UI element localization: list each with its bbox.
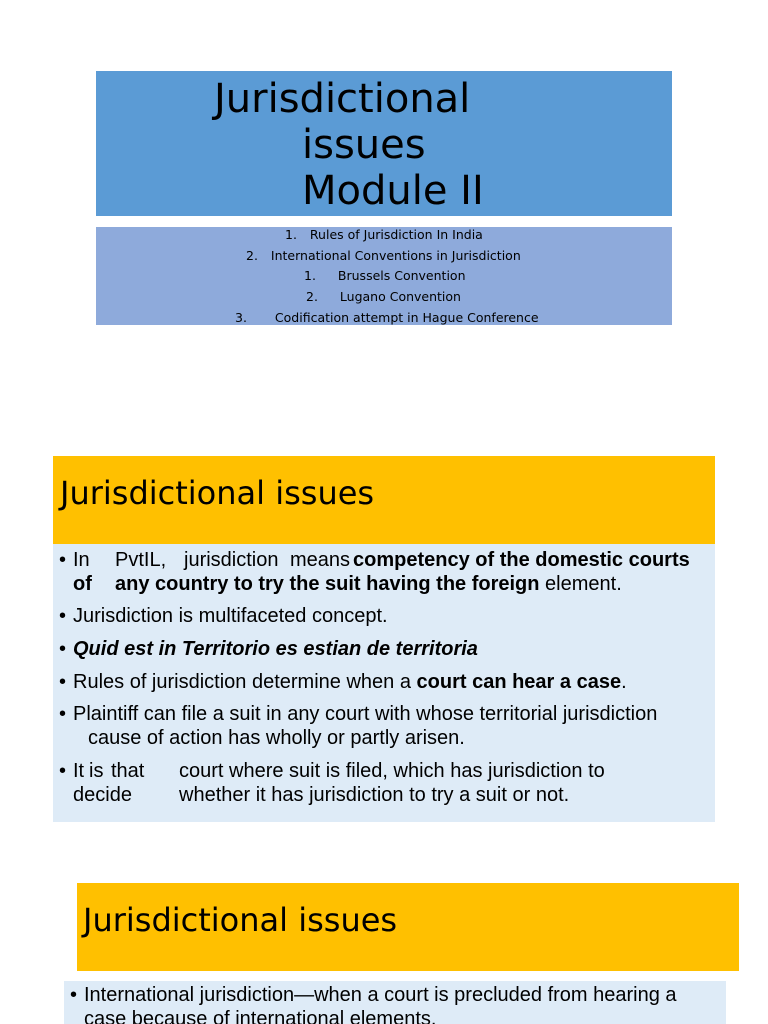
b5-line1: Plaintiff can file a suit in any court with whose territorial jurisdiction [73, 703, 658, 725]
slide2-heading: Jurisdictional issues [60, 474, 375, 512]
list-item-text: Brussels Convention [337, 268, 466, 283]
bullet-icon: • [59, 671, 67, 693]
list-item-number: 2. [246, 248, 258, 263]
slide3-body [64, 981, 726, 1024]
b6-word: It [73, 760, 85, 782]
b6-line1: court where suit is filed, which has jurisdiction to [179, 760, 605, 782]
b1-bold-2: any country to try the suit having the foreign [115, 573, 540, 595]
bullet-icon: • [59, 638, 67, 660]
b1-word: means [290, 549, 351, 571]
bullet-icon: • [59, 605, 67, 627]
list-item-text: Codification attempt in Hague Conference [274, 310, 539, 325]
b1-word: jurisdiction [184, 549, 279, 571]
b1-word: of [73, 573, 92, 595]
b6-word: is [89, 760, 104, 782]
b1-word: In [73, 549, 90, 571]
s3-b1-line1: International jurisdiction—when a court is precluded from hearing a [84, 984, 677, 1006]
b4-pre: Rules of jurisdiction determine when a [73, 671, 417, 693]
slide3-heading: Jurisdictional issues [83, 901, 398, 939]
bullet-icon: • [70, 984, 78, 1006]
s3-b1-line2: case because of international elements. [84, 1008, 437, 1024]
list-item [285, 227, 483, 243]
b4-bold: court can hear a case [416, 671, 622, 693]
list-item-text: International Conventions in Jurisdiction [270, 248, 521, 263]
slide1-title-line-1: Jurisdictional [214, 76, 471, 122]
b5-line2: cause of action has wholly or partly arisen. [88, 727, 465, 749]
list-item [246, 248, 521, 264]
b4-text [73, 670, 627, 694]
b1-bold-1: competency of the domestic courts [353, 549, 690, 571]
bullet-icon: • [59, 549, 67, 571]
slide2-body [53, 544, 715, 822]
list-item [235, 310, 539, 326]
list-item-number: 1. [285, 227, 297, 242]
list-item-text: Rules of Jurisdiction In India [309, 227, 483, 242]
b3-text: Quid est in Territorio es estian de territoria [73, 638, 478, 660]
slide1-title-line-3: Module II [302, 168, 484, 214]
bullet-icon: • [59, 760, 67, 782]
slide1-title-box [96, 71, 672, 216]
b1-tail: element. [545, 573, 622, 595]
list-item-number: 2. [306, 289, 318, 304]
list-item-text: Lugano Convention [339, 289, 461, 304]
list-item-number: 3. [235, 310, 247, 325]
b6-word: that [111, 760, 145, 782]
b6-word: decide [73, 784, 132, 806]
slide1-agenda-list [96, 227, 672, 325]
list-item [304, 268, 466, 284]
b6-line2: whether it has jurisdiction to try a suit or not. [179, 784, 570, 806]
list-item-number: 1. [304, 268, 316, 283]
b1-word: PvtIL, [115, 549, 167, 571]
slide3-heading-box [77, 883, 739, 971]
slide1-title-line-2: issues [302, 122, 426, 168]
b1-line2 [115, 572, 622, 596]
list-item [306, 289, 461, 305]
b2-text: Jurisdiction is multifaceted concept. [73, 605, 388, 627]
bullet-icon: • [59, 703, 67, 725]
slide2-heading-box [53, 456, 715, 544]
b4-post: . [621, 671, 627, 693]
